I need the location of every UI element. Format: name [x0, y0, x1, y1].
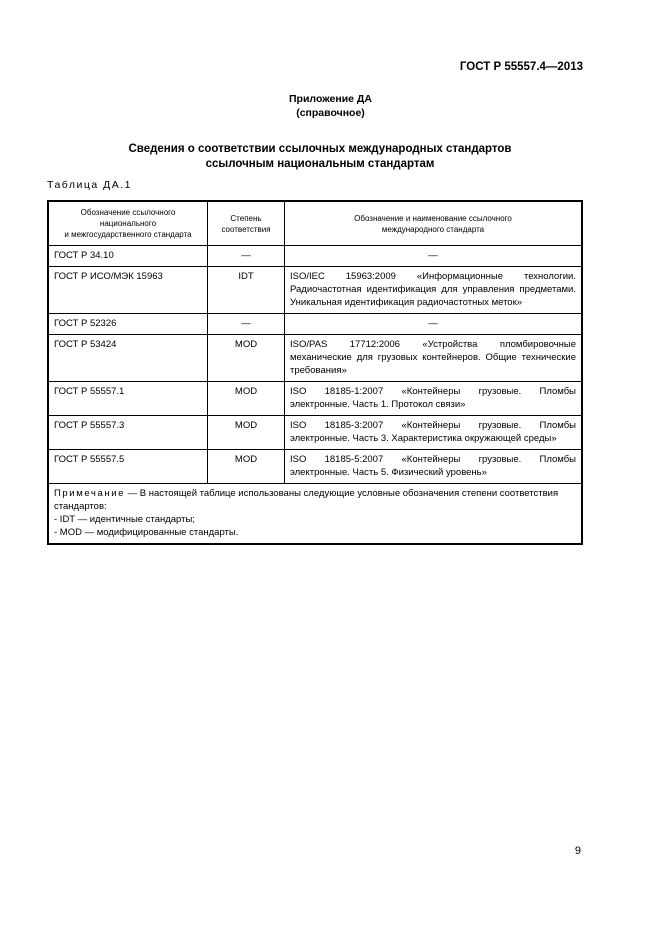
table-label: Таблица ДА.1: [47, 179, 132, 191]
note-item-idt: - IDT — идентичные стандарты;: [54, 514, 195, 525]
table-note-row: [48, 484, 582, 545]
table-row: [48, 450, 582, 484]
note-text: [54, 487, 576, 513]
section-heading-line-2: ссылочным национальным стандартам: [205, 158, 435, 170]
section-heading: [70, 142, 570, 172]
degree-cell: —: [208, 314, 285, 335]
international-standard-cell: ISO 18185-1:2007 «Контейнеры грузовые. Пломбы электронные. Часть 1. Протокол связи»: [285, 382, 583, 416]
header-degree-line-1: Степень: [230, 213, 262, 223]
table-row: [48, 314, 582, 335]
header-international-line-1: Обозначение и наименование ссылочного: [354, 213, 512, 223]
header-national-line-3: и межгосударственного стандарта: [64, 230, 192, 239]
degree-cell: MOD: [208, 382, 285, 416]
table-row: [48, 416, 582, 450]
note-item-mod: - MOD — модифицированные стандарты.: [54, 527, 239, 538]
national-standard-cell: ГОСТ Р 55557.1: [48, 382, 208, 416]
national-standard-cell: ГОСТ Р 53424: [48, 335, 208, 382]
header-international-line-2: международного стандарта: [381, 224, 485, 234]
note-items: [54, 513, 576, 539]
degree-cell: MOD: [208, 450, 285, 484]
note-label: Примечание: [54, 488, 125, 499]
header-degree: [208, 201, 285, 246]
table-row: [48, 335, 582, 382]
header-degree-line-2: соответствия: [221, 224, 271, 234]
international-standard-cell: ISO 18185-5:2007 «Контейнеры грузовые. Пломбы электронные. Часть 5. Физический уровень»: [285, 450, 583, 484]
correspondence-table: [47, 200, 583, 545]
header-international-standard: [285, 201, 583, 246]
appendix-subtitle: (справочное): [296, 107, 365, 119]
table-row: [48, 267, 582, 314]
page-number: 9: [574, 845, 581, 857]
header-national-line-2: национального: [99, 219, 157, 228]
degree-cell: IDT: [208, 267, 285, 314]
degree-cell: MOD: [208, 416, 285, 450]
international-standard-cell: ISO/PAS 17712:2006 «Устройства пломбировочные механические для грузовых контейнеров. Общие технические требования»: [285, 335, 583, 382]
header-national-line-1: Обозначение ссылочного: [80, 208, 176, 217]
national-standard-cell: ГОСТ Р 55557.3: [48, 416, 208, 450]
international-standard-cell: —: [285, 246, 583, 267]
section-heading-line-1: Сведения о соответствии ссылочных международных стандартов: [128, 143, 512, 155]
degree-cell: MOD: [208, 335, 285, 382]
note-body: — В настоящей таблице использованы следующие условные обозначения степени соответствия стандартов:: [54, 488, 559, 512]
degree-cell: —: [208, 246, 285, 267]
document-code: ГОСТ Р 55557.4—2013: [459, 61, 583, 73]
table-row: [48, 382, 582, 416]
table-note: [48, 484, 582, 545]
national-standard-cell: ГОСТ Р 34.10: [48, 246, 208, 267]
table-row: [48, 246, 582, 267]
international-standard-cell: —: [285, 314, 583, 335]
header-national-standard: [48, 201, 208, 246]
international-standard-cell: ISO/IEC 15963:2009 «Информационные технологии. Радиочастотная идентификация для управления предметами. Уникальная идентификация радиочастотных меток»: [285, 267, 583, 314]
table-header-row: [48, 201, 582, 246]
national-standard-cell: ГОСТ Р ИСО/МЭК 15963: [48, 267, 208, 314]
national-standard-cell: ГОСТ Р 55557.5: [48, 450, 208, 484]
national-standard-cell: ГОСТ Р 52326: [48, 314, 208, 335]
appendix-heading: [0, 92, 661, 120]
appendix-title: Приложение ДА: [289, 93, 372, 105]
international-standard-cell: ISO 18185-3:2007 «Контейнеры грузовые. Пломбы электронные. Часть 3. Характеристика окружающей среды»: [285, 416, 583, 450]
